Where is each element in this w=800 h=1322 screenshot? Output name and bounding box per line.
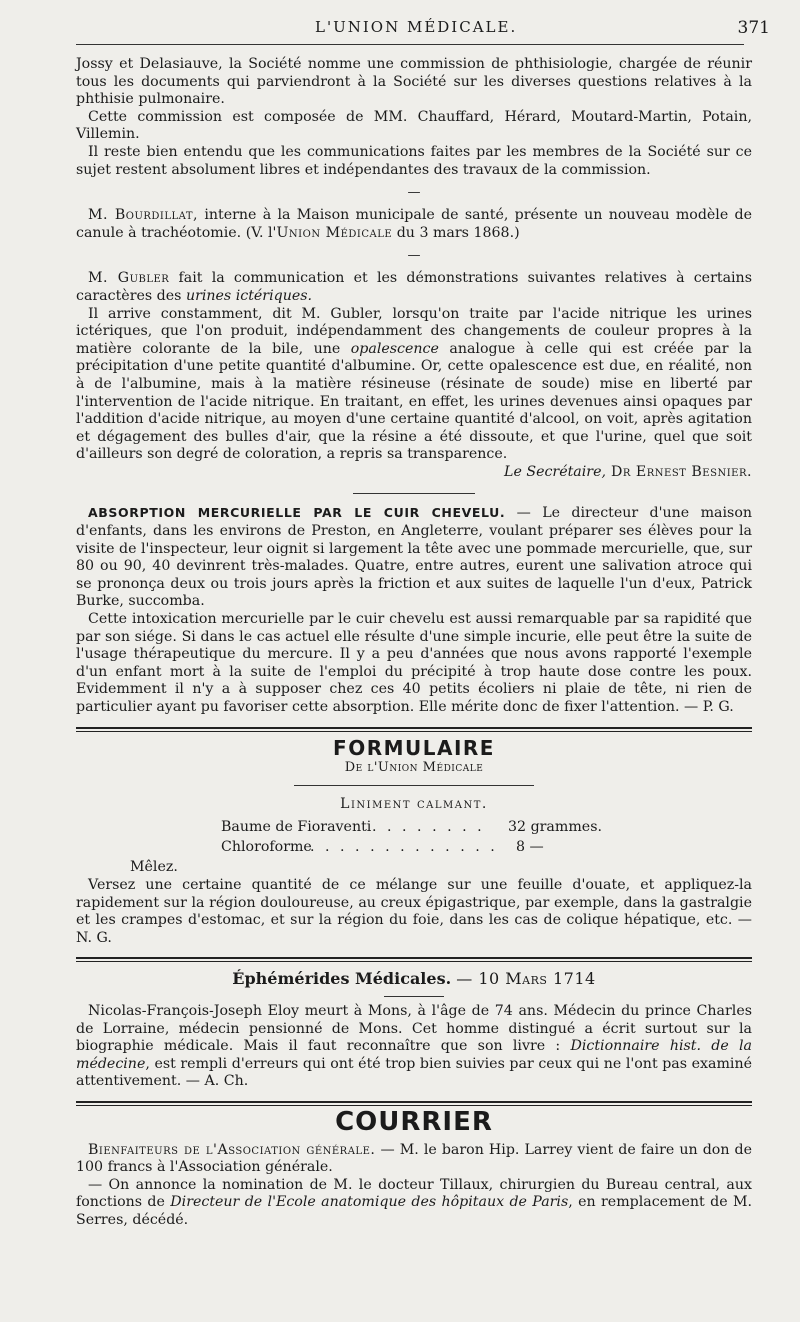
ingredient-name: Baume de Fioraventi (221, 819, 372, 836)
ephemerides-title (76, 970, 752, 988)
signature-name: Dr Ernest Besnier. (605, 463, 752, 480)
paragraph-text: — M. le baron Hip. Larrey vient de faire un don de 100 francs à l'Association générale. (76, 1141, 753, 1176)
book-title: Dictionnaire hist. de la médecine (76, 1038, 752, 1072)
paragraph-text: , est rempli d'erreurs qui ont été trop bien suivies par ceux qui ne l'ont pas examiné attentivement. — A. Ch. (76, 1055, 752, 1090)
paragraph: Cette intoxication mercurielle par le cuir chevelu est aussi remarquable par sa rapidité que par son siége. Si dans le cas actuel elle résulte d'une simple incurie, elle peut être la suite de l'usage thérapeutique du mercure. Il y a peu d'années que nous avons rapporté l'exemple d'un enfant mort à la suite de l'emploi du précipité à trop haute dose contre les poux. Evidemment il n'y a à supposer chez ces 40 petits écoliers ni plaie de tête, ni rien de particulier ayant pu favoriser cette absorption. Elle mérite donc de fixer l'attention. — P. G. (76, 611, 752, 715)
paragraph-text: Il arrive constamment, dit M. Gubler, lorsqu'on traite par l'acide nitrique les urines ictériques, que l'on produit, indépendamment des changements de couleur propres à la matière colorante de la bile, une (76, 305, 752, 357)
paragraph: Il reste bien entendu que les communications faites par les membres de la Société sur ce sujet restent absolument libres et indépendantes des travaux de la commission. (76, 143, 752, 178)
journal-name: Union Médicale (276, 224, 393, 241)
courrier-paragraph (76, 1177, 752, 1230)
courrier-heading: Bienfaiteurs de l'Association générale. (88, 1141, 376, 1158)
italic-term: opalescence (350, 340, 439, 357)
text-column (76, 56, 752, 1229)
paragraph-gubler (76, 270, 752, 305)
ephemerides-rule (384, 996, 444, 997)
section-rule (353, 493, 475, 494)
recipe-title: Liniment calmant. (340, 795, 488, 812)
speaker-name: M. Bourdillat, (88, 207, 199, 224)
paragraph-text: interne à la Maison municipale de santé, présente un nouveau modèle de canule à trachéotomie. (V. l' (76, 207, 753, 241)
ingredient-quantity: 8 — (516, 839, 544, 856)
ingredient-line (76, 819, 752, 839)
melez-label: Mêlez. (130, 859, 178, 876)
paragraph-text: du 3 mars 1868.) (392, 224, 520, 241)
ephemerides-date: — 10 Mars 1714 (456, 969, 596, 989)
position-title: Directeur de l'Ecole anatomique des hôpitaux de Paris (170, 1194, 569, 1211)
paragraph-text: — On annonce la nomination de M. le docteur Tillaux, chirurgien du Bureau central, aux fonctions de (76, 1176, 752, 1211)
leader-dots: . . . . . . . . (372, 819, 485, 836)
courrier-paragraph (76, 1142, 752, 1177)
separator-dash: — (407, 185, 421, 201)
leader-dots: . . . . . . . . . . . . . (310, 839, 498, 856)
running-header (70, 18, 770, 42)
double-rule (76, 727, 752, 732)
page-number: 371 (737, 18, 770, 38)
signature-role: Le Secrétaire, (504, 463, 606, 480)
paragraph-text: fait la communication et les démonstrations suivantes relatives à certains caractères des (76, 270, 752, 304)
journal-title: L'UNION MÉDICALE. (315, 18, 518, 36)
double-rule (76, 1101, 752, 1106)
ingredient-quantity: 32 grammes. (508, 819, 602, 836)
ingredient-line (76, 839, 752, 859)
separator-dash: — (407, 248, 421, 264)
speaker-name: M. Gubler (88, 270, 170, 287)
ephemerides-heading: Éphémérides Médicales. (232, 969, 452, 989)
paragraph-bourdillat (76, 207, 752, 242)
double-rule (76, 957, 752, 962)
formulaire-title: FORMULAIRE (333, 735, 495, 760)
paragraph: Cette commission est composée de MM. Chauffard, Hérard, Moutard-Martin, Potain, Villemin. (76, 108, 752, 143)
courrier-title: COURRIER (335, 1106, 493, 1137)
signature (76, 464, 752, 482)
article-heading: ABSORPTION MERCURIELLE PAR LE CUIR CHEVELU. (88, 505, 506, 521)
paragraph (76, 306, 752, 464)
paragraph-text: analogue à celle qui est créée par la précipitation d'une petite quantité d'albumine. Or, cette opalescence est due, en réalité, non à de l'albumine, mais à la matière résineuse (résinate de soude) mise en liberté par l'intervention de l'acide nitrique. En traitant, en effet, les urines devenues ainsi opaques par l'addition d'acide nitrique, au moyen d'une certaine quantité d'alcool, on voit, après agitation et dégagement des bulles d'air, que la résine a été dissoute, et que l'urine, quel que soit d'ailleurs son degré de coloration, a repris sa transparence. (76, 340, 752, 463)
paragraph: Jossy et Delasiauve, la Société nomme une commission de phthisiologie, chargée de réunir tous les documents qui parviendront à la Société sur les diverses questions relatives à la phthisie pulmonaire. (76, 56, 752, 108)
ephemerides-text (76, 1003, 752, 1091)
paragraph-absorption (76, 504, 752, 611)
paragraph-text: , en remplacement de M. Serres, décédé. (76, 1194, 752, 1228)
ingredient-name: Chloroforme (221, 839, 312, 856)
paragraph-text: Nicolas-François-Joseph Eloy meurt à Mons, à l'âge de 74 ans. Médecin du prince Charles de Lorraine, médecin pensionné de Mons. Cet homme distingué a écrit surtout sur la biographie médicale. Mais il faut reconnaître que son livre : (76, 1002, 752, 1055)
italic-term: urines ictériques. (185, 287, 313, 304)
paragraph-text: — Le directeur d'une maison d'enfants, dans les environs de Preston, en Angleterre, voulant préparer ses élèves pour la visite de l'inspecteur, leur oignit si largement la tête avec une pommade mercurielle, que, sur 80 ou 90, 40 devinrent très-malades. Quatre, entre autres, eurent une salivation atroce qui se prononça deux ou trois jours après la friction et aux suites de laquelle l'un d'eux, Patrick Burke, succomba. (76, 505, 752, 610)
formulaire-subtitle: De l'Union Médicale (344, 760, 484, 776)
formulaire-rule (294, 785, 534, 786)
formulaire-instructions: Versez une certaine quantité de ce mélange sur une feuille d'ouate, et appliquez-la rapidement sur la région douloureuse, au creux épigastrique, par exemple, dans la gastralgie et les crampes d'estomac, et sur la région du foie, dans les cas de colique hépatique, etc. — N. G. (76, 876, 752, 946)
header-rule (76, 44, 744, 45)
